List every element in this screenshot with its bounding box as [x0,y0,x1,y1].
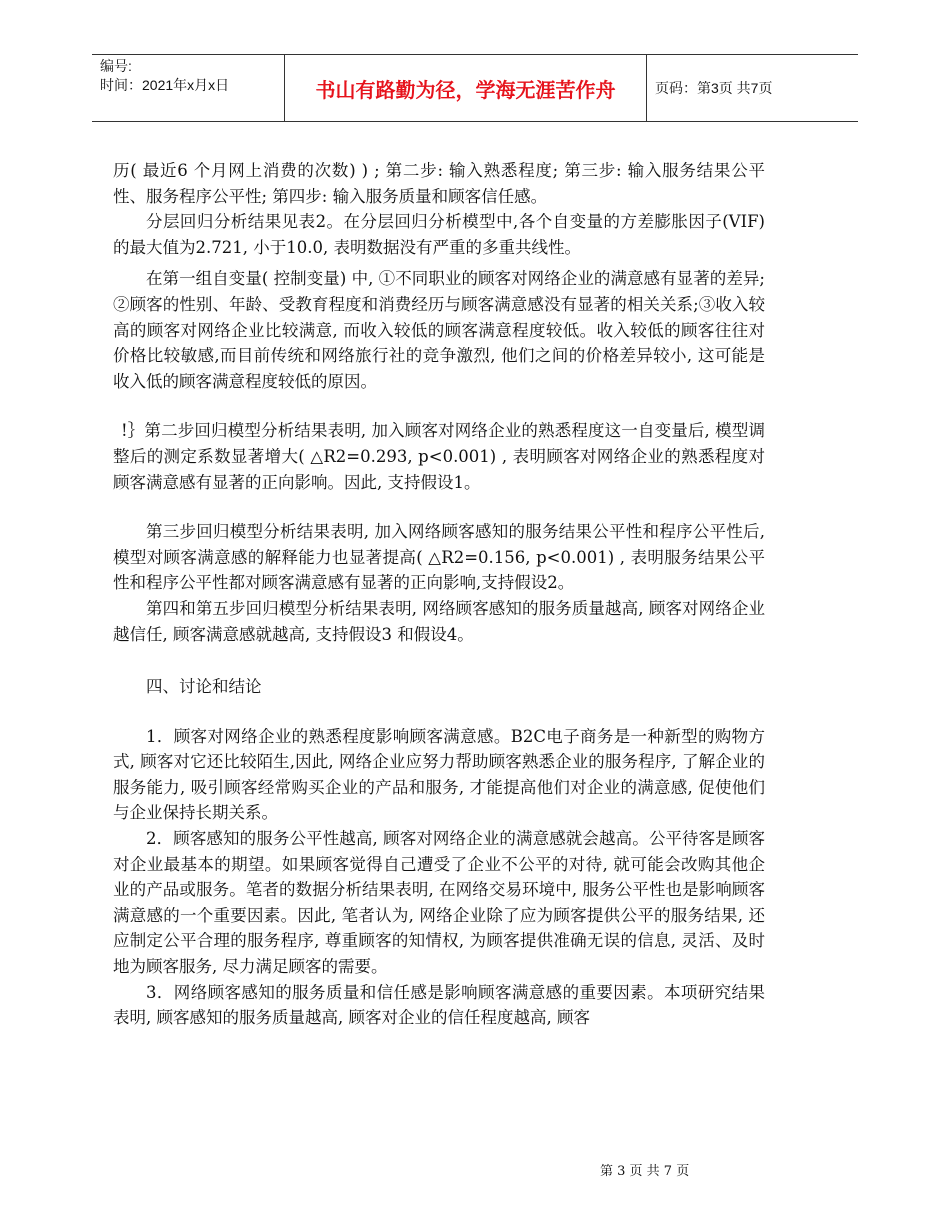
document-number-label: 编号: [100,58,132,74]
paragraph: 1．顾客对网络企业的熟悉程度影响顾客满意感。B2C电子商务是一种新型的购物方式, 顾客对它还比较陌生,因此, 网络企业应努力帮助顾客熟悉企业的服务程序, 了解企业的服务能力, 吸引顾客经常购买企业的产品和服务, 才能提高他们对企业的满意感, 促使他们与企业保持长期关系。 [113,726,765,823]
section-heading: 四、讨论和结论 [146,677,262,697]
paragraph: !｝第二步回归模型分析结果表明, 加入顾客对网络企业的熟悉程度这一自变量后, 模型调整后的测定系数显著增大( △R2=0.293, p<0.001) , 表明顾客对网络企业的熟悉程度对顾客满意感有显著的正向影响。因此, 支持假设1。 [113,421,765,492]
paragraph: 2．顾客感知的服务公平性越高, 顾客对网络企业的满意感就会越高。公平待客是顾客对企业最基本的期望。如果顾客觉得自己遭受了企业不公平的对待, 就可能会改购其他企业的产品或服务。笔者的数据分析结果表明, 在网络交易环境中, 服务公平性也是影响顾客满意感的一个重要因素。因此, 笔者认为, 网络企业除了应为顾客提供公平的服务结果, 还应制定公平合理的服务程序, 尊重顾客的知情权, 为顾客提供准确无误的信息, 灵活、及时地为顾客服务, 尽力满足顾客的需要。 [113,829,765,977]
document-time-label: 时间：2021年x月x日 [100,77,230,93]
paragraph: 历( 最近6 个月网上消费的次数) ) ; 第二步: 输入熟悉程度; 第三步: 输入服务结果公平性、服务程序公平性; 第四步: 输入服务质量和顾客信任感。 [113,161,765,206]
paragraph: 在第一组自变量( 控制变量) 中, ①不同职业的顾客对网络企业的满意感有显著的差异; ②顾客的性别、年龄、受教育程度和消费经历与顾客满意感没有显著的相关关系;③收入较高的顾客对网络企业比较满意, 而收入较低的顾客满意程度较低。收入较低的顾客往往对价格比较敏感,而目前传统和网络旅行社的竞争激烈, 他们之间的价格差异较小, 这可能是收入低的顾客满意程度较低的原因。 [113,269,765,391]
header-motto: 书山有路勤为径，学海无涯苦作舟 [285,55,647,121]
header-meta [92,55,285,121]
paragraph: 3．网络顾客感知的服务质量和信任感是影响顾客满意感的重要因素。本项研究结果表明, 顾客感知的服务质量越高, 顾客对企业的信任程度越高, 顾客 [113,982,765,1028]
page-header [92,54,858,122]
document-body [113,158,765,1031]
paragraph: 第三步回归模型分析结果表明, 加入网络顾客感知的服务结果公平性和程序公平性后, 模型对顾客满意感的解释能力也显著提高( △R2=0.156, p<0.001) , 表明服务结果公平性和程序公平性都对顾客满意感有显著的正向影响,支持假设2。 [113,522,765,593]
paragraph: 分层回归分析结果见表2。在分层回归分析模型中,各个自变量的方差膨胀因子(VIF) 的最大值为2.721, 小于10.0, 表明数据没有严重的多重共线性。 [113,212,765,257]
page-footer: 第 3 页 共 7 页 [600,1164,690,1179]
paragraph: 第四和第五步回归模型分析结果表明, 网络顾客感知的服务质量越高, 顾客对网络企业越信任, 顾客满意感就越高, 支持假设3 和假设4。 [113,598,765,644]
header-page-label: 页码：第3页 共7页 [655,80,773,96]
